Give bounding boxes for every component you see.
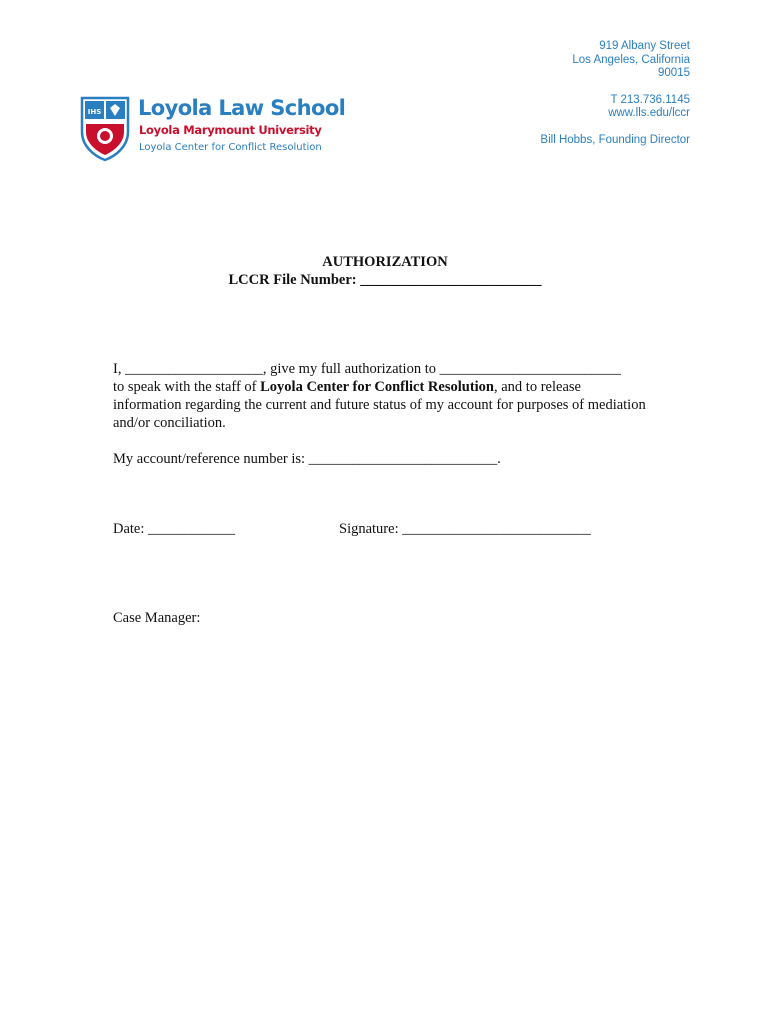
authorization-paragraph — [113, 360, 653, 432]
signature-line: Signature: __________________________ — [339, 521, 591, 537]
svg-text:IHS: IHS — [87, 108, 102, 116]
document-title — [0, 253, 770, 289]
logo-school-name: Loyola Law School — [138, 96, 346, 120]
contact-zip: 90015 — [658, 67, 690, 79]
title-heading: AUTHORIZATION — [322, 254, 448, 270]
contact-director: Bill Hobbs, Founding Director — [540, 133, 690, 146]
loyola-shield-icon — [80, 96, 130, 162]
contact-street: 919 Albany Street — [599, 40, 690, 52]
contact-block — [540, 40, 690, 147]
case-manager-label: Case Manager: — [113, 610, 201, 626]
account-number-line: My account/reference number is: __________________________. — [113, 451, 501, 467]
logo-center-name: Loyola Center for Conflict Resolution — [139, 142, 322, 153]
contact-city: Los Angeles, California — [572, 53, 690, 66]
authorization-line-1: I, ___________________, give my full authorization to _________________________ — [113, 361, 621, 377]
authorization-text-pre: to speak with the staff of — [113, 379, 261, 395]
authorization-text-post: , and to release information regarding the current and future status of my account for purposes of mediation and/or conciliation. — [113, 379, 646, 431]
contact-website: www.lls.edu/lccr — [608, 107, 690, 119]
date-line: Date: ____________ — [113, 521, 236, 537]
authorization-line-2 — [113, 378, 653, 432]
center-name-bold: Loyola Center for Conflict Resolution — [260, 379, 494, 395]
file-number-line: LCCR File Number: _________________________ — [228, 272, 542, 288]
letterhead-logo — [80, 96, 346, 164]
logo-university-name: Loyola Marymount University — [139, 123, 322, 137]
contact-phone: T 213.736.1145 — [610, 93, 690, 106]
